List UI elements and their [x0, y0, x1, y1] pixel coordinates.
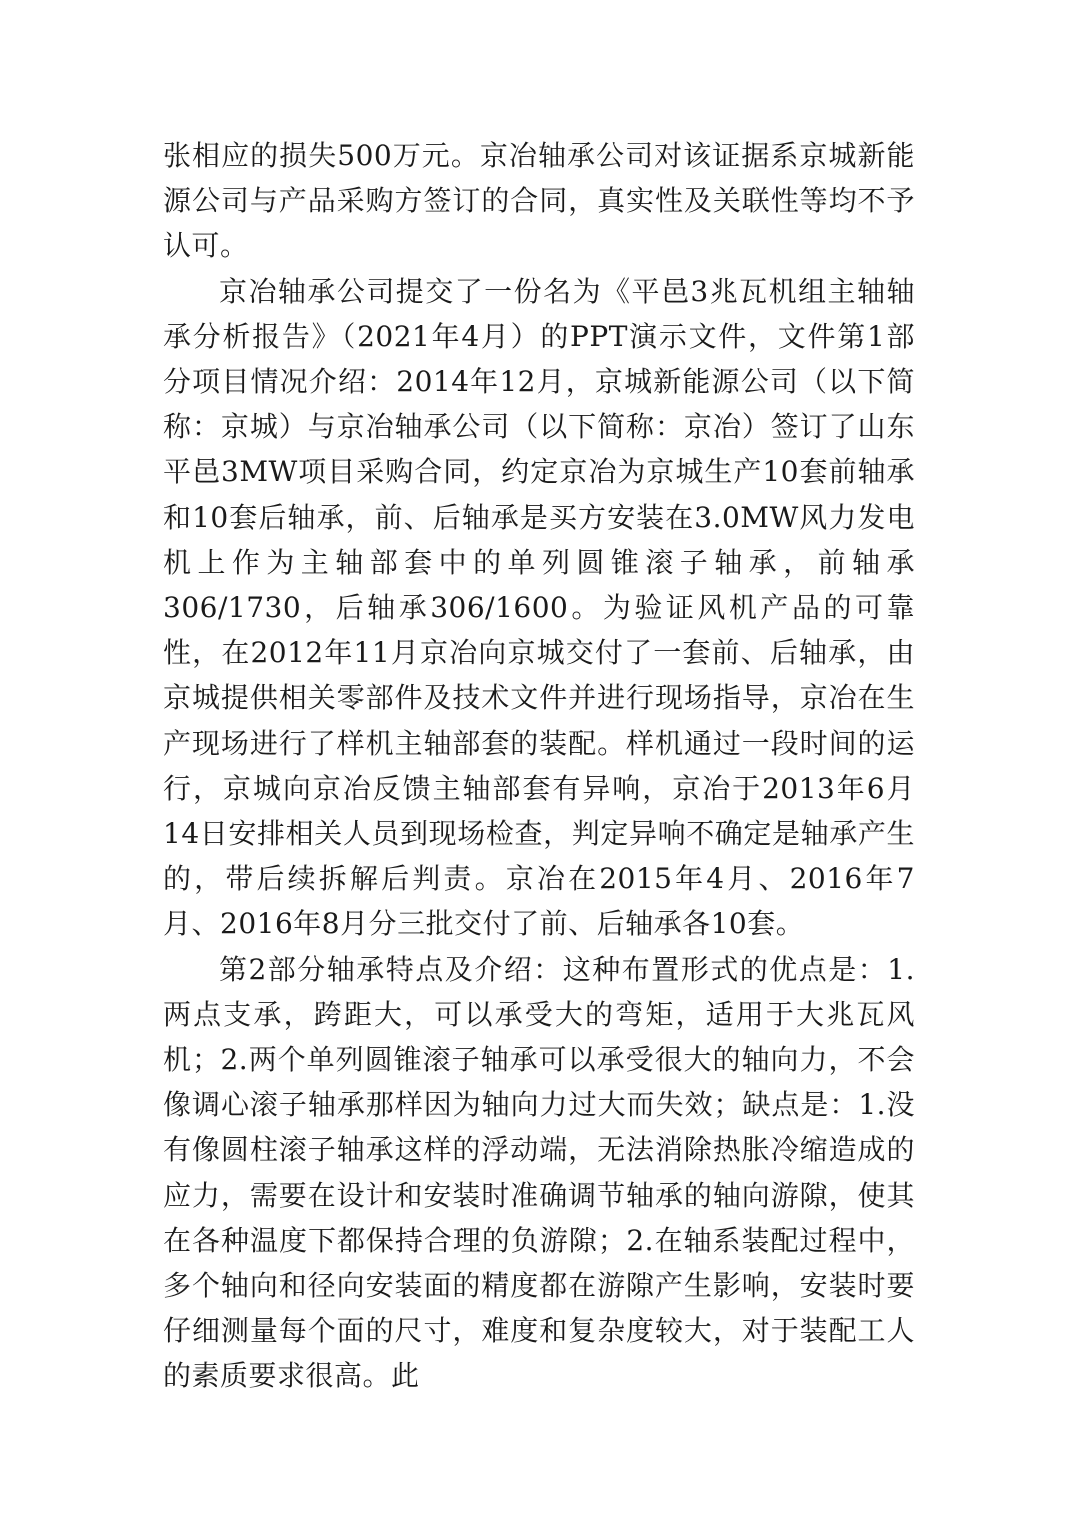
paragraph-continuation: 张相应的损失500万元。京冶轴承公司对该证据系京城新能源公司与产品采购方签订的合同，真实性及关联性等均不予认可。 — [163, 139, 915, 263]
document-body — [163, 133, 915, 1399]
paragraph-bearing-features: 第2部分轴承特点及介绍：这种布置形式的优点是：1.两点支承，跨距大，可以承受大的弯矩，适用于大兆瓦风机；2.两个单列圆锥滚子轴承可以承受很大的轴向力，不会像调心滚子轴承那样因为轴向力过大而失效；缺点是：1.没有像圆柱滚子轴承这样的浮动端，无法消除热胀冷缩造成的应力，需要在设计和安装时准确调节轴承的轴向游隙，使其在各种温度下都保持合理的负游隙；2.在轴系装配过程中，多个轴向和径向安装面的精度都在游隙产生影响，安装时要仔细测量每个面的尺寸，难度和复杂度较大，对于装配工人的素质要求很高。此 — [163, 952, 915, 1393]
paragraph-ppt-report: 京冶轴承公司提交了一份名为《平邑3兆瓦机组主轴轴承分析报告》（2021年4月）的PPT演示文件，文件第1部分项目情况介绍：2014年12月，京城新能源公司（以下简称：京城）与京冶轴承公司（以下简称：京冶）签订了山东平邑3MW项目采购合同，约定京冶为京城生产10套前轴承和10套后轴承，前、后轴承是买方安装在3.0MW风力发电机上作为主轴部套中的单列圆锥滚子轴承，前轴承306/1730，后轴承306/1600。为验证风机产品的可靠性，在2012年11月京冶向京城交付了一套前、后轴承，由京城提供相关零部件及技术文件并进行现场指导，京冶在生产现场进行了样机主轴部套的装配。样机通过一段时间的运行，京城向京冶反馈主轴部套有异响，京冶于2013年6月14日安排相关人员到现场检查，判定异响不确定是轴承产生的，带后续拆解后判责。京冶在2015年4月、2016年7月、2016年8月分三批交付了前、后轴承各10套。 — [163, 274, 915, 941]
